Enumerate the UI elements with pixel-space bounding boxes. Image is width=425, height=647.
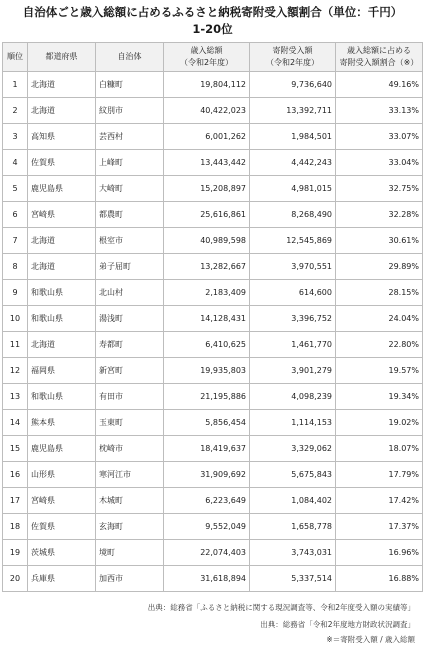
table-row: [3, 566, 423, 592]
ratio-cell: 19.57%: [336, 358, 423, 384]
prefecture-cell: 和歌山県: [28, 384, 96, 410]
revenue-cell: 6,410,625: [164, 332, 250, 358]
page-subtitle-rank-range: 1-20位: [192, 22, 233, 36]
donation-cell: 4,098,239: [250, 384, 336, 410]
donation-cell: 1,114,153: [250, 410, 336, 436]
rank-cell: 9: [3, 280, 28, 306]
ratio-cell: 32.28%: [336, 202, 423, 228]
ratio-cell: 19.02%: [336, 410, 423, 436]
ratio-cell: 33.13%: [336, 98, 423, 124]
donation-cell: 5,337,514: [250, 566, 336, 592]
rank-cell: 19: [3, 540, 28, 566]
donation-cell: 1,658,778: [250, 514, 336, 540]
table-row: [3, 150, 423, 176]
revenue-cell: 15,208,897: [164, 176, 250, 202]
revenue-cell: 21,195,886: [164, 384, 250, 410]
prefecture-cell: 佐賀県: [28, 150, 96, 176]
donation-cell: 1,084,402: [250, 488, 336, 514]
ratio-cell: 22.80%: [336, 332, 423, 358]
rank-cell: 17: [3, 488, 28, 514]
table-row: [3, 514, 423, 540]
ranking-table: [2, 42, 423, 592]
rank-cell: 16: [3, 462, 28, 488]
municipality-cell: 木城町: [96, 488, 164, 514]
table-row: [3, 228, 423, 254]
revenue-cell: 5,856,454: [164, 410, 250, 436]
municipality-cell: 湯浅町: [96, 306, 164, 332]
ratio-cell: 49.16%: [336, 72, 423, 98]
header-donation-line2: （令和2年度）: [265, 58, 320, 67]
header-revenue-line2: （令和2年度）: [179, 58, 234, 67]
revenue-cell: 13,282,667: [164, 254, 250, 280]
donation-cell: 614,600: [250, 280, 336, 306]
rank-cell: 18: [3, 514, 28, 540]
rank-cell: 14: [3, 410, 28, 436]
table-header: [3, 43, 423, 72]
prefecture-cell: 山形県: [28, 462, 96, 488]
table-header-row: [3, 43, 423, 72]
rank-cell: 10: [3, 306, 28, 332]
header-ratio: [336, 43, 423, 72]
rank-cell: 4: [3, 150, 28, 176]
prefecture-cell: 茨城県: [28, 540, 96, 566]
donation-cell: 1,461,770: [250, 332, 336, 358]
municipality-cell: 紋別市: [96, 98, 164, 124]
header-rank: 順位: [3, 43, 28, 72]
municipality-cell: 北山村: [96, 280, 164, 306]
municipality-cell: 上峰町: [96, 150, 164, 176]
prefecture-cell: 北海道: [28, 98, 96, 124]
table-row: [3, 254, 423, 280]
table-row: [3, 540, 423, 566]
rank-cell: 7: [3, 228, 28, 254]
source-note-donations: 出典：総務省「ふるさと納税に関する現況調査等、令和2年度受入額の実績等」: [147, 603, 415, 612]
ratio-cell: 19.34%: [336, 384, 423, 410]
donation-cell: 4,981,015: [250, 176, 336, 202]
revenue-cell: 40,989,598: [164, 228, 250, 254]
rank-cell: 11: [3, 332, 28, 358]
table-row: [3, 384, 423, 410]
table-row: [3, 98, 423, 124]
donation-cell: 1,984,501: [250, 124, 336, 150]
header-revenue-line1: 歳入総額: [190, 46, 223, 55]
rank-cell: 1: [3, 72, 28, 98]
table-row: [3, 72, 423, 98]
prefecture-cell: 北海道: [28, 228, 96, 254]
revenue-cell: 25,616,861: [164, 202, 250, 228]
rank-cell: 13: [3, 384, 28, 410]
table-row: [3, 280, 423, 306]
revenue-cell: 6,001,262: [164, 124, 250, 150]
rank-cell: 20: [3, 566, 28, 592]
rank-cell: 5: [3, 176, 28, 202]
revenue-cell: 9,552,049: [164, 514, 250, 540]
donation-cell: 3,329,062: [250, 436, 336, 462]
municipality-cell: 境町: [96, 540, 164, 566]
donation-cell: 13,392,711: [250, 98, 336, 124]
header-revenue: [164, 43, 250, 72]
municipality-cell: 白糠町: [96, 72, 164, 98]
prefecture-cell: 北海道: [28, 332, 96, 358]
ratio-cell: 33.04%: [336, 150, 423, 176]
table-row: [3, 410, 423, 436]
prefecture-cell: 佐賀県: [28, 514, 96, 540]
ratio-cell: 17.37%: [336, 514, 423, 540]
prefecture-cell: 高知県: [28, 124, 96, 150]
municipality-cell: 芸西村: [96, 124, 164, 150]
donation-cell: 3,901,279: [250, 358, 336, 384]
ratio-cell: 30.61%: [336, 228, 423, 254]
revenue-cell: 19,935,803: [164, 358, 250, 384]
table-row: [3, 202, 423, 228]
prefecture-cell: 鹿児島県: [28, 176, 96, 202]
revenue-cell: 31,618,894: [164, 566, 250, 592]
header-donation: [250, 43, 336, 72]
donation-cell: 3,743,031: [250, 540, 336, 566]
ratio-cell: 24.04%: [336, 306, 423, 332]
table-row: [3, 176, 423, 202]
donation-cell: 9,736,640: [250, 72, 336, 98]
table-row: [3, 332, 423, 358]
table-row: [3, 462, 423, 488]
municipality-cell: 寿都町: [96, 332, 164, 358]
prefecture-cell: 宮崎県: [28, 202, 96, 228]
revenue-cell: 31,909,692: [164, 462, 250, 488]
revenue-cell: 22,074,403: [164, 540, 250, 566]
municipality-cell: 有田市: [96, 384, 164, 410]
rank-cell: 12: [3, 358, 28, 384]
prefecture-cell: 和歌山県: [28, 306, 96, 332]
header-ratio-line1: 歳入総額に占める: [347, 46, 411, 55]
rank-cell: 2: [3, 98, 28, 124]
header-ratio-line2: 寄附受入額割合（※）: [339, 58, 419, 67]
prefecture-cell: 熊本県: [28, 410, 96, 436]
source-note-finance: 出典：総務省「令和2年度地方財政状況調査」: [260, 620, 415, 629]
table-row: [3, 306, 423, 332]
rank-cell: 8: [3, 254, 28, 280]
rank-cell: 6: [3, 202, 28, 228]
municipality-cell: 枕崎市: [96, 436, 164, 462]
table-row: [3, 358, 423, 384]
donation-cell: 3,396,752: [250, 306, 336, 332]
municipality-cell: 大崎町: [96, 176, 164, 202]
ratio-cell: 18.07%: [336, 436, 423, 462]
municipality-cell: 玄海町: [96, 514, 164, 540]
municipality-cell: 加西市: [96, 566, 164, 592]
ratio-cell: 16.88%: [336, 566, 423, 592]
ratio-cell: 32.75%: [336, 176, 423, 202]
revenue-cell: 6,223,649: [164, 488, 250, 514]
prefecture-cell: 北海道: [28, 254, 96, 280]
prefecture-cell: 宮崎県: [28, 488, 96, 514]
donation-cell: 3,970,551: [250, 254, 336, 280]
revenue-cell: 19,804,112: [164, 72, 250, 98]
municipality-cell: 根室市: [96, 228, 164, 254]
municipality-cell: 新宮町: [96, 358, 164, 384]
header-donation-line1: 寄附受入額: [272, 46, 313, 55]
municipality-cell: 弟子屈町: [96, 254, 164, 280]
revenue-cell: 40,422,023: [164, 98, 250, 124]
revenue-cell: 14,128,431: [164, 306, 250, 332]
donation-cell: 5,675,843: [250, 462, 336, 488]
ratio-cell: 17.42%: [336, 488, 423, 514]
municipality-cell: 寒河江市: [96, 462, 164, 488]
prefecture-cell: 北海道: [28, 72, 96, 98]
donation-cell: 12,545,869: [250, 228, 336, 254]
prefecture-cell: 鹿児島県: [28, 436, 96, 462]
table-row: [3, 488, 423, 514]
table-row: [3, 124, 423, 150]
donation-cell: 4,442,243: [250, 150, 336, 176]
ratio-cell: 33.07%: [336, 124, 423, 150]
prefecture-cell: 和歌山県: [28, 280, 96, 306]
ratio-cell: 28.15%: [336, 280, 423, 306]
donation-cell: 8,268,490: [250, 202, 336, 228]
prefecture-cell: 兵庫県: [28, 566, 96, 592]
ratio-cell: 29.89%: [336, 254, 423, 280]
prefecture-cell: 福岡県: [28, 358, 96, 384]
municipality-cell: 都農町: [96, 202, 164, 228]
ratio-cell: 17.79%: [336, 462, 423, 488]
revenue-cell: 13,443,442: [164, 150, 250, 176]
municipality-cell: 玉東町: [96, 410, 164, 436]
table-row: [3, 436, 423, 462]
ratio-formula-note: ※＝寄附受入額 / 歳入総額: [326, 635, 415, 644]
table-body: [3, 72, 423, 592]
ratio-cell: 16.96%: [336, 540, 423, 566]
rank-cell: 15: [3, 436, 28, 462]
revenue-cell: 2,183,409: [164, 280, 250, 306]
revenue-cell: 18,419,637: [164, 436, 250, 462]
rank-cell: 3: [3, 124, 28, 150]
header-prefecture: 都道府県: [28, 43, 96, 72]
header-municipality: 自治体: [96, 43, 164, 72]
page-title: 自治体ごと歳入総額に占めるふるさと納税寄附受入額割合（単位：千円）: [22, 5, 403, 19]
